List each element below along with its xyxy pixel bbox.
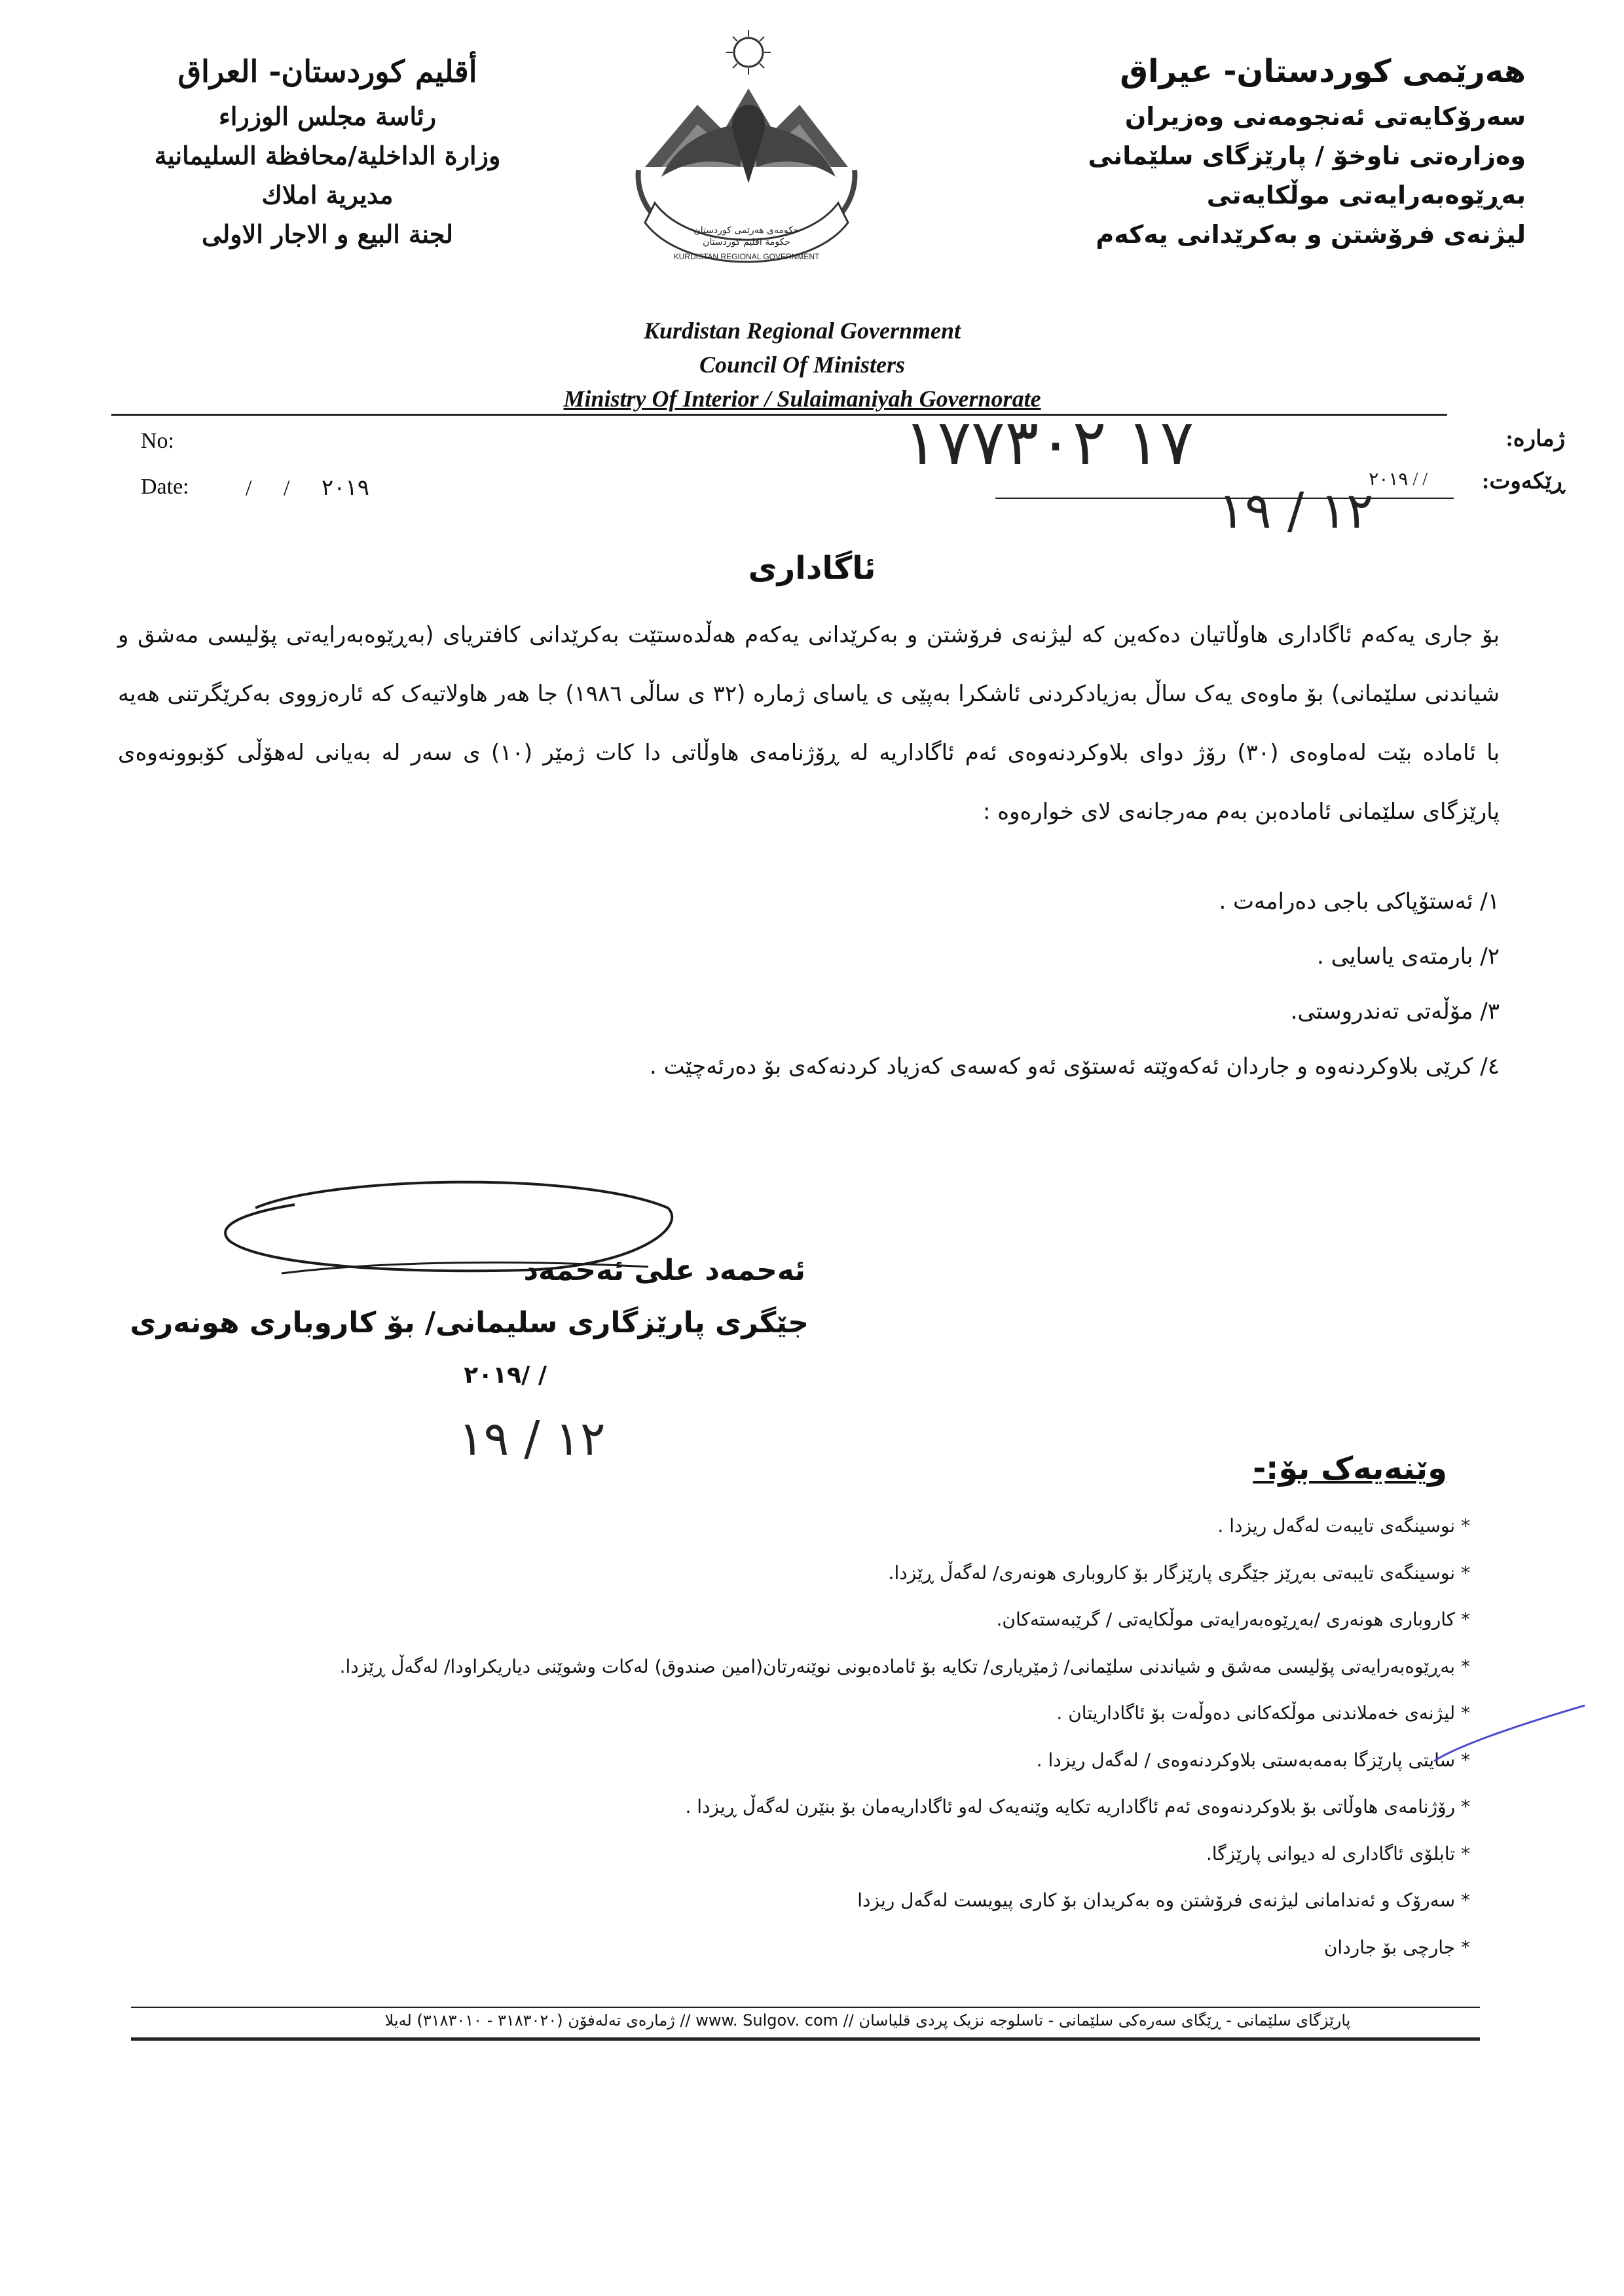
signature-date: ٢٠١٩/ / bbox=[464, 1362, 547, 1389]
header-ku-directorate: بەڕێوەبەرایەتی موڵکایەتی bbox=[1206, 181, 1526, 210]
copy-recipient: * سەرۆک و ئەندامانی لیژنەی فرۆشتن وە بەکریدان بۆ کاری پیویست لەگەل ریزدا bbox=[857, 1889, 1470, 1911]
header-divider bbox=[111, 414, 1447, 416]
emblem-seal-ar: حكومة اقليم كوردستان bbox=[703, 237, 790, 247]
header-ku-council: سەرۆکایەتی ئەنجومەنی وەزیران bbox=[1124, 102, 1526, 131]
emblem-seal-en: KURDISTAN REGIONAL GOVERNMENT bbox=[673, 252, 820, 261]
header-ar-committee: لجنة البيع و الاجار الاولى bbox=[202, 219, 453, 249]
condition-item: ٣/ مۆڵەتی تەندروستی. bbox=[1290, 998, 1500, 1025]
copies-list bbox=[128, 1503, 1470, 1971]
condition-item: ٤/ کرێی بلاوکردنەوە و جاردان ئەکەوێتە ئەستۆی ئەو کەسەی کەزیاد کردنەکەی بۆ دەرئەچێت . bbox=[649, 1053, 1500, 1080]
handwritten-date: ١٢ / ١٩ bbox=[1218, 481, 1374, 539]
copy-recipient: * رۆژنامەی هاوڵاتی بۆ بلاوکردنەوەی ئەم ئاگاداریە تکایە وێنەیەک لەو ئاگاداریەمان بۆ بنێرن لەگەڵ ڕیزدا . bbox=[685, 1796, 1470, 1817]
signatory-name: ئەحمەد علی ئەحمەد bbox=[523, 1254, 805, 1287]
copy-recipient: * لیژنەی خەملاندنی موڵکەکانی دەوڵەت بۆ ئاگاداریتان . bbox=[1056, 1702, 1470, 1724]
header-arabic bbox=[131, 46, 524, 254]
header-ku-ministry: وەزارەتی ناوخۆ / پارێزگای سلێمانی bbox=[1088, 141, 1526, 170]
footer-divider-bottom bbox=[131, 2037, 1480, 2041]
copy-recipient: * نوسینگەی تایبەت لەگەل ریزدا . bbox=[1217, 1515, 1470, 1537]
date-label-en: Date: bbox=[141, 475, 189, 499]
header-ar-ministry: وزارة الداخلية/محافظة السليمانية bbox=[154, 141, 501, 170]
english-header-line1: Kurdistan Regional Government bbox=[643, 318, 961, 344]
handwritten-number: ١٧ ١٧٧٣٠٢ bbox=[904, 406, 1194, 479]
condition-item: ٢/ بارمتەی یاسایی . bbox=[1317, 943, 1500, 970]
conditions-list bbox=[124, 874, 1500, 1094]
footer-address: پارێزگای سلێمانی - ڕێگای سەرەکی سلێمانی - تاسلوجە نزیک پردی قلیاسان // www. Sulgov. com // ژمارەی تەلەفۆن (٣١٨٣٠٢٠ - ٣١٨٣٠١٠) لەیلا bbox=[384, 2011, 1351, 2030]
number-label-ku: ژمارە: bbox=[1505, 427, 1565, 451]
date-label-ku: ڕێکەوت: bbox=[1482, 469, 1565, 494]
header-ar-council: رئاسة مجلس الوزراء bbox=[219, 101, 436, 131]
copy-recipient: * کاروباری هونەری /بەڕێوەبەرایەتی موڵکایەتی / گرێبەستەکان. bbox=[996, 1609, 1470, 1630]
copy-recipient: * تابلۆی ئاگاداری لە دیوانی پارێزگا. bbox=[1206, 1842, 1470, 1865]
signatory-position: جێگری پارێزگاری سلیمانی/ بۆ کاروباری هونەری bbox=[130, 1306, 809, 1339]
footer-divider-top bbox=[131, 2007, 1480, 2008]
date-value-ku: ٢٠١٩ / / bbox=[1369, 469, 1428, 490]
header-ar-directorate: مديرية املاك bbox=[261, 180, 394, 210]
notice-body: بۆ جاری یەکەم ئاگاداری هاوڵاتیان دەکەین کە لیژنەی فرۆشتن و بەکرێدانی یەکەم هەڵدەستێت بەکرێدانی کافتریای (بەڕێوەبەرایەتی پۆلیسی مەشق و شیاندنی سلێمانی) بۆ ماوەی یەک ساڵ بەزیادکردنی ئاشکرا بەپێی ی یاسای ژمارە (٣٢ ی ساڵی ١٩٨٦) جا هەر هاولاتیەک کە ئارەزووی بەکرێگرتنی هەیە با ئامادە بێت لەماوەی (٣٠) رۆژ دوای بلاوکردنەوەی ئەم ئاگاداریە لە ڕۆژنامەی هاوڵاتی دا کات ژمێر (١٠) ی سەر لە بەیانی لەهۆڵی کۆبوونەوەی پارێزگای سلێمانی ئامادەبن بەم مەرجانەی لای خوارەوە : bbox=[118, 622, 1500, 825]
signature-handwritten-date: ١٢ / ١٩ bbox=[458, 1411, 606, 1466]
copy-recipient: * نوسینگەی تایبەتی بەڕێز جێگری پارێزگار بۆ کاروباری هونەری/ لەگەڵ ڕێزدا. bbox=[888, 1561, 1470, 1584]
english-header-line2: Council Of Ministers bbox=[699, 352, 906, 378]
kurdistan-emblem-icon bbox=[599, 26, 894, 288]
header-ku-region: هەرێمی کوردستان- عیراق bbox=[1120, 53, 1526, 90]
copy-recipient: * بەڕێوەبەرایەتی پۆلیسی مەشق و شیاندنی سلێمانی/ ژمێریاری/ تکایە بۆ ئامادەبونی نوێنەرتان(امین صندوق) لەکات وشوێنی دیاریکراودا/ لەگەڵ ڕێزدا. bbox=[339, 1655, 1470, 1677]
pen-check-mark bbox=[1428, 1702, 1591, 1768]
header-kurdish bbox=[1028, 46, 1526, 254]
copy-recipient: * سایتی پارێزگا بەمەبەستی بلاوکردنەوەی / لەگەل ریزدا . bbox=[1036, 1749, 1470, 1771]
emblem-seal-ku: حكومەی هەرێمی کوردستان bbox=[693, 225, 800, 236]
english-header-line3: Ministry Of Interior / Sulaimaniyah Governorate bbox=[563, 386, 1041, 412]
copies-title: وێنەیەک بۆ:- bbox=[1253, 1450, 1447, 1487]
copy-recipient: * جارچی بۆ جاردان bbox=[1323, 1936, 1470, 1958]
header-ar-region: أقليم كوردستان- العراق bbox=[177, 54, 477, 89]
condition-item: ١/ ئەستۆپاکی باجی دەرامەت . bbox=[1219, 888, 1500, 915]
number-label-en: No: bbox=[141, 429, 174, 453]
date-value-en: / / ٢٠١٩ bbox=[246, 476, 369, 500]
notice-title: ئاگاداری bbox=[748, 550, 876, 587]
header-ku-committee: لیژنەی فرۆشتن و بەکرێدانی یەکەم bbox=[1096, 220, 1526, 249]
